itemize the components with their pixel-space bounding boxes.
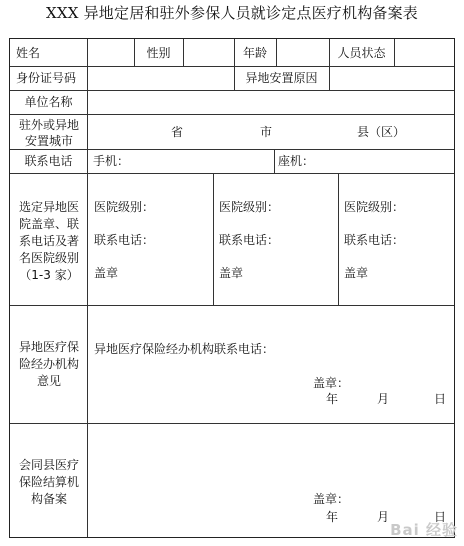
hospital-2-seal: 盖章	[219, 266, 244, 280]
agency-day-label: 日	[434, 392, 447, 406]
hospital-1-seal: 盖章	[94, 266, 119, 280]
hospital-2-phone: 联系电话：	[219, 233, 280, 247]
agency-year-label: 年	[326, 392, 339, 406]
row-divider	[10, 114, 454, 115]
column-divider	[276, 39, 277, 66]
column-divider	[183, 39, 184, 66]
column-divider	[274, 149, 275, 173]
registration-form-table	[9, 38, 455, 538]
unit-label: 单位名称	[24, 95, 73, 109]
mobile-label: 手机：	[93, 154, 130, 168]
watermark-logo: Bai 经验	[390, 521, 458, 539]
hospital-1-phone: 联系电话：	[94, 233, 155, 247]
gender-label: 性别	[146, 46, 171, 60]
county-label: 县（区）	[357, 125, 406, 139]
age-label: 年龄	[242, 46, 267, 60]
agency-seal-label: 盖章：	[313, 376, 350, 390]
row-divider	[10, 173, 454, 174]
status-label: 人员状态	[337, 46, 386, 60]
landline-label: 座机：	[278, 154, 315, 168]
row-divider	[10, 423, 454, 424]
county-day-label: 日	[434, 510, 447, 524]
province-label: 省	[171, 125, 184, 139]
phone-label: 联系电话	[24, 154, 73, 168]
county-settle-label: 会同县医疗保险结算机构备案	[18, 458, 79, 506]
reason-label: 异地安置原因	[245, 71, 318, 85]
row-divider	[10, 90, 454, 91]
agency-label: 异地医疗保险经办机构意见	[18, 340, 79, 388]
column-divider	[87, 39, 88, 537]
id-code-label: 身份证号码	[16, 71, 77, 85]
agency-phone-label: 异地医疗保险经办机构联系电话：	[94, 342, 275, 356]
hospital-label: 选定异地医院盖章、联系电话及著名医院级别（1-3 家）	[18, 200, 79, 282]
column-divider	[394, 39, 395, 66]
agency-month-label: 月	[377, 392, 390, 406]
county-year-label: 年	[326, 510, 339, 524]
column-divider	[338, 173, 339, 305]
row-divider	[10, 66, 454, 67]
hospital-3-level: 医院级别：	[344, 200, 405, 214]
row-divider	[10, 149, 454, 150]
city-label: 驻外或异地安置城市	[18, 118, 79, 148]
city-unit-label: 市	[260, 125, 273, 139]
hospital-1-level: 医院级别：	[94, 200, 155, 214]
county-month-label: 月	[377, 510, 390, 524]
hospital-3-seal: 盖章	[344, 266, 369, 280]
row-divider	[10, 305, 454, 306]
column-divider	[329, 66, 330, 90]
hospital-3-phone: 联系电话：	[344, 233, 405, 247]
form-title: XXX 异地定居和驻外参保人员就诊定点医疗机构备案表	[45, 4, 418, 22]
name-label: 姓名	[16, 46, 41, 60]
county-seal-label: 盖章：	[313, 492, 350, 506]
column-divider	[213, 173, 214, 305]
hospital-2-level: 医院级别：	[219, 200, 280, 214]
